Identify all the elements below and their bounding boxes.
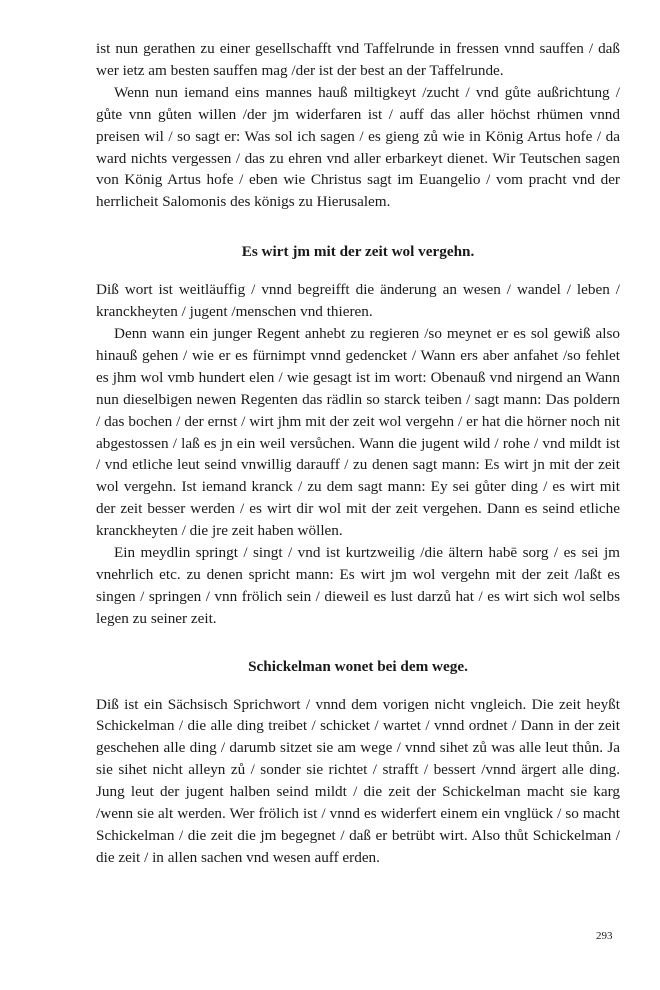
paragraph-continuation: ist nun gerathen zu einer gesellschafft vnd Taffelrunde in fressen vnnd sauffen / daß wer ietz am besten sauffen mag /der ist der best an der Taffelrunde.: [96, 40, 620, 79]
paragraph-saechsisch-sprichwort: Diß ist ein Sächsisch Sprichwort / vnnd dem vorigen nicht vngleich. Die zeit heyßt Schickelman / die alle ding treibet / schicket / wartet / vnnd ordnet / Dann in der zeit geschehen alle ding / darumb sitzet sie am wege / vnnd sihet zů was alle leut thůn. Ja sie sihet nicht alleyn zů / sonder sie richtet / strafft / bessert /vnnd ärgert alle ding. Jung leut der jugent halben seind mildt / die zeit der Schickelman macht sie karg /wenn sie alt werden. Wer frölich ist / vnnd es widerfert einem ein vnglück / so macht Schickelman / die zeit die jm begegnet / daß er betrübt wirt. Also thůt Schickelman / die zeit / in allen sachen vnd wesen auff erden.: [96, 695, 620, 866]
paragraph-junger-regent: Denn wann ein junger Regent anhebt zu regieren /so meynet er es sol gewiß also hinauß gehen / wie er es fürnimpt vnnd gedencket / Wann ers aber anfahet /so fehlet es jhm wol vmb hundert elen / wie gesagt ist im wort: Obenauß vnd nirgend an Wann nun dieselbigen newen Regenten das rädlin so starck teiben / sagt mann: Das poldern / das bochen / der ernst / wirt jhm mit der zeit wol vergehn / er hat die hörner noch nit abgestossen / laß es jn ein weil versůchen. Wann die jugent wild / rohe / vnd mildt ist / vnd etliche leut seind vnwillig darauff / zu denen sagt mann: Es wirt jn mit der zeit wol vergehn. Ist iemand kranck / zu dem sagt mann: Ey sei gůter ding / es wirt mit der zeit besser werden / es wirt dir wol mit der zeit vergehen. Dann es seind etliche kranckheyten / die jre zeit haben wöllen.: [96, 324, 620, 540]
paragraph-weitlaeuffig: Diß wort ist weitläuffig / vnnd begreifft die änderung an wesen / wandel / leben / kranckheyten / jugent /menschen vnd thieren.: [96, 281, 620, 321]
section-heading-zeit-vergehn: Es wirt jm mit der zeit wol vergehn.: [241, 243, 475, 261]
paragraph-meydlin: Ein meydlin springt / singt / vnd ist kurtzweilig /die ältern habē sorg / es sei jm vnehrlich etc. zu denen spricht mann: Es wirt jm wol vergehn mit der zeit /laßt es singen / springen / vnn frölich sein / dieweil es lust darzů hat / es wirt sich wol selbs legen zu seiner zeit.: [96, 544, 620, 627]
section-heading-schickelman: Schickelman wonet bei dem wege.: [248, 657, 468, 675]
page-body: [96, 38, 620, 869]
paragraph-koenig-artus: Wenn nun iemand eins mannes hauß miltigkeyt /zucht / vnd gůte außrichtung / gůte vnn gůten willen /der jm widerfaren ist / auff das aller höchst rhümen vnnd preisen wil / so sagt er: Was sol ich sagen / es gieng zů wie in König Artus hofe / da ward nichts vergessen / das zu ehren vnd aller erbarkeyt dienet. Wir Teutschen sagen von König Artus hofe / eben wie Christus sagt im Euangelio / vom pracht vnd der herrlicheit Salomonis des königs zu Hierusalem.: [96, 83, 620, 211]
page-number: 293: [596, 930, 613, 942]
